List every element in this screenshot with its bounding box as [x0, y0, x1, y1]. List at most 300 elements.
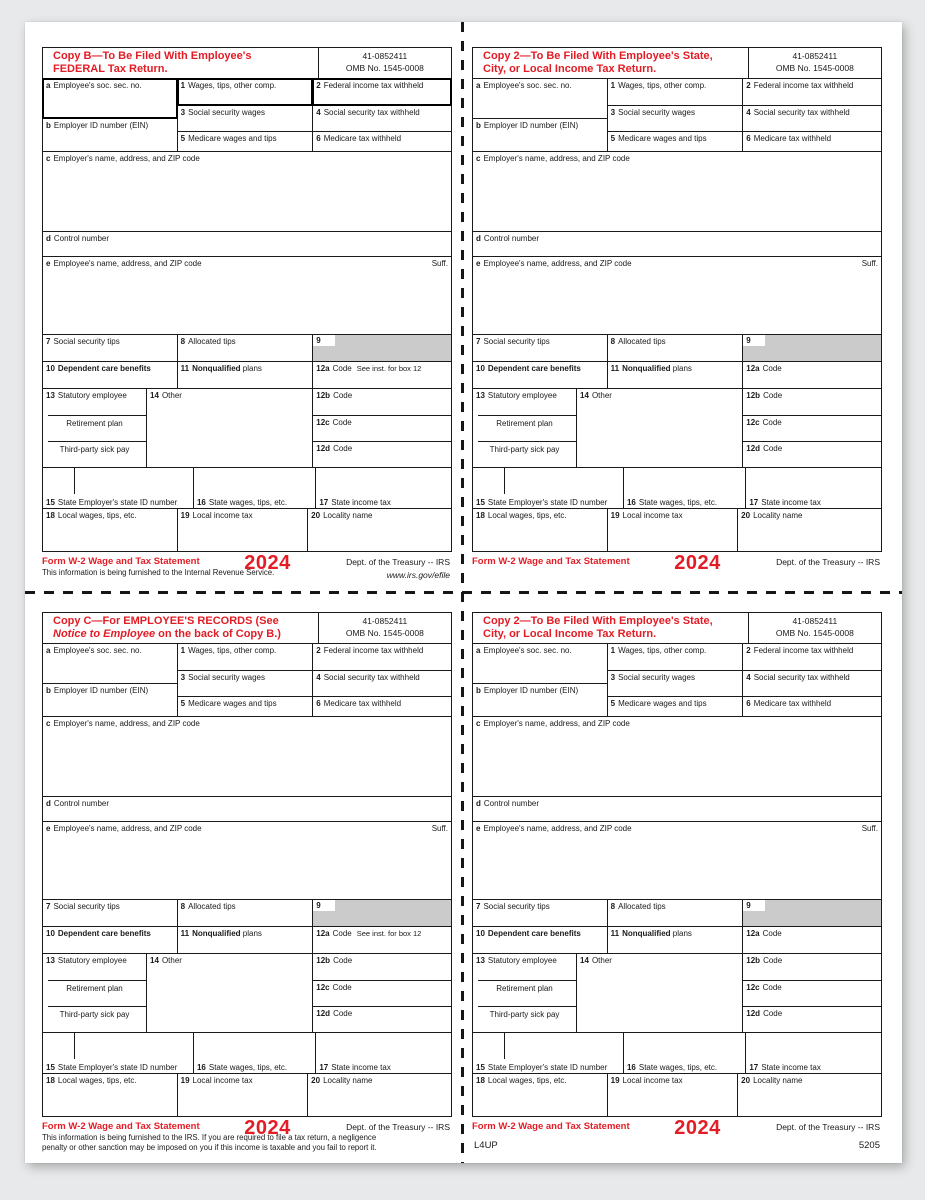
- box-8-label: Allocated tips: [618, 902, 666, 911]
- box-2-label: Federal income tax withheld: [323, 646, 424, 655]
- box-c-employer-address: [43, 151, 451, 231]
- box-12d-number: 12d: [316, 444, 331, 453]
- box-11-label-bold: Nonqualified: [622, 364, 671, 373]
- box-17-label: State income tax: [331, 498, 391, 507]
- box-20-number: 20: [311, 511, 321, 520]
- box-10-label: Dependent care benefits: [57, 364, 151, 373]
- box-16-number: 16: [626, 1063, 636, 1072]
- box-14-label: Other: [591, 391, 612, 400]
- box-13-checkboxes: [473, 954, 577, 1032]
- box-12b-label: Code: [763, 391, 783, 400]
- form-header: [43, 48, 451, 78]
- box-15-label: State Employer's state ID number: [487, 498, 608, 507]
- box-e-employee-address: [473, 821, 881, 899]
- box-10-label: Dependent care benefits: [487, 929, 581, 938]
- box-b-ein: [473, 118, 607, 151]
- box-17-state-income-tax: [746, 468, 881, 508]
- box-13-sickpay-label: Third-party sick pay: [489, 445, 560, 454]
- box-13-statutory-label: Statutory employee: [57, 391, 127, 400]
- box-7-label: Social security tips: [53, 902, 120, 911]
- box-b-ein: [43, 118, 177, 151]
- box-b-label: Employer ID number (EIN): [483, 686, 579, 695]
- copy-title: [43, 613, 318, 643]
- box-15-number: 15: [476, 498, 485, 507]
- box-13-checkboxes: [43, 954, 147, 1032]
- box-19-local-income-tax: [178, 1074, 309, 1116]
- state-divider-line: [504, 468, 505, 494]
- boxes-15-16-17: [473, 467, 881, 508]
- box-6-number: 6: [746, 699, 751, 708]
- column-2-4-6: [742, 79, 881, 151]
- box-20-locality-name: [738, 1074, 881, 1116]
- box-17-label-row: [316, 498, 451, 507]
- box-20-locality-name: [738, 509, 881, 551]
- boxes-15-16-17: [43, 1032, 451, 1073]
- box-19-label: Local income tax: [622, 1076, 683, 1085]
- column-1-3-5: [608, 79, 743, 151]
- box-18-local-wages: [473, 1074, 608, 1116]
- box-10-number: 10: [46, 929, 55, 938]
- box-18-number: 18: [46, 1076, 55, 1085]
- copy-title-line1: Copy 2—To Be Filed With Employee's State,: [483, 50, 713, 62]
- box-14-other: [577, 389, 742, 467]
- boxes-10-11-12a: [473, 926, 881, 953]
- box-18-number: 18: [46, 511, 55, 520]
- box-10-number: 10: [46, 364, 55, 373]
- box-d-number: d: [476, 234, 481, 243]
- box-17-label: State income tax: [761, 498, 821, 507]
- box-18-local-wages: [43, 1074, 178, 1116]
- box-16-number: 16: [196, 498, 206, 507]
- box-12b-number: 12b: [746, 956, 761, 965]
- box-16-state-wages: [194, 468, 316, 508]
- boxes-7-8-9: [43, 899, 451, 926]
- form-header: [43, 613, 451, 643]
- box-1-label: Wages, tips, other comp.: [618, 81, 707, 90]
- box-17-number: 17: [749, 498, 759, 507]
- box-d-control-number: [43, 796, 451, 821]
- box-20-locality-name: [308, 509, 451, 551]
- box-5-label: Medicare wages and tips: [618, 134, 707, 143]
- box-6-medicare-tax: [743, 696, 881, 716]
- box-12b-label: Code: [763, 956, 783, 965]
- box-12a-code: [312, 362, 451, 388]
- box-3-number: 3: [180, 673, 186, 682]
- box-18-label: Local wages, tips, etc.: [487, 1076, 567, 1085]
- copy-title-line1: Copy C—For EMPLOYEE'S RECORDS (See: [53, 615, 279, 627]
- box-5-medicare-wages: [608, 131, 743, 151]
- box-b-number: b: [476, 686, 481, 695]
- box-1-number: 1: [180, 81, 186, 90]
- box-17-number: 17: [319, 498, 329, 507]
- box-1-number: 1: [180, 646, 186, 655]
- box-12d-label: Code: [333, 444, 353, 453]
- box-e-employee-address: [43, 821, 451, 899]
- box-16-number: 16: [626, 498, 636, 507]
- copy-title-line2: on the back of Copy B.): [155, 628, 281, 641]
- box-12c-code: [743, 415, 881, 441]
- box-8-number: 8: [610, 902, 616, 911]
- box-2-fed-tax: [743, 79, 881, 105]
- box-15-number: 15: [46, 1063, 55, 1072]
- box-16-label: State wages, tips, etc.: [638, 498, 718, 507]
- column-1-3-5: [178, 79, 313, 151]
- box-13-checkboxes: [473, 389, 577, 467]
- box-d-label: Control number: [53, 799, 110, 808]
- box-e-number: e: [476, 824, 481, 833]
- box-14-label: Other: [161, 391, 182, 400]
- box-16-label-row: [624, 498, 745, 507]
- box-11-label-rest: plans: [242, 929, 262, 938]
- box-11-nonqualified: [608, 362, 743, 388]
- form-footer: [472, 552, 882, 588]
- box-10-number: 10: [476, 364, 485, 373]
- box-12d-code: [313, 441, 451, 467]
- box-11-number: 11: [610, 364, 620, 373]
- box-3-label: Social security wages: [618, 108, 695, 117]
- footer-right: [776, 556, 880, 569]
- box-15-state-id: [473, 468, 624, 508]
- box-c-number: c: [476, 719, 481, 728]
- box-12c-number: 12c: [746, 983, 760, 992]
- box-18-local-wages: [43, 509, 178, 551]
- box-17-label-row: [746, 498, 881, 507]
- boxes-7-8-9: [43, 334, 451, 361]
- box-19-number: 19: [610, 1076, 620, 1085]
- box-15-state-id: [43, 1033, 194, 1073]
- box-e-employee-address: [43, 256, 451, 334]
- box-c-employer-address: [473, 716, 881, 796]
- box-17-state-income-tax: [746, 1033, 881, 1073]
- box-b-ein: [473, 683, 607, 716]
- box-e-suffix-label: Suff.: [861, 259, 878, 268]
- box-4-ss-tax: [743, 105, 881, 131]
- copy-title: [473, 48, 748, 78]
- box-e-label: Employee's name, address, and ZIP code: [483, 259, 632, 268]
- boxes-15-16-17: [473, 1032, 881, 1073]
- box-2-label: Federal income tax withheld: [753, 81, 854, 90]
- box-20-label: Locality name: [323, 1076, 373, 1085]
- box-15-label: State Employer's state ID number: [57, 1063, 178, 1072]
- footer-right: [346, 1121, 450, 1134]
- divider-line: [478, 441, 576, 442]
- box-c-label: Employer's name, address, and ZIP code: [53, 154, 200, 163]
- column-a-b: [473, 79, 608, 151]
- box-d-label: Control number: [53, 234, 110, 243]
- box-5-medicare-wages: [608, 696, 743, 716]
- box-e-suffix-label: Suff.: [431, 259, 448, 268]
- box-12c-code: [743, 980, 881, 1006]
- box-8-number: 8: [610, 337, 616, 346]
- w2-4up-sheet: [25, 22, 902, 1163]
- box-12b-code: [313, 954, 451, 980]
- box-12a-code: [742, 927, 881, 953]
- box-14-other: [147, 954, 312, 1032]
- form-footer: [472, 1117, 882, 1153]
- box-e-number: e: [46, 824, 51, 833]
- box-13-number: 13: [46, 391, 55, 400]
- box-4-label: Social security tax withheld: [323, 673, 420, 682]
- box-16-state-wages: [624, 1033, 746, 1073]
- box-d-label: Control number: [483, 799, 540, 808]
- box-18-local-wages: [473, 509, 608, 551]
- box-3-ss-wages: [608, 670, 743, 696]
- box-12c-code: [313, 415, 451, 441]
- footer-note-line2: penalty or other sanction may be imposed on you if this income is taxable and you fail to report it.: [42, 1142, 377, 1152]
- box-12c-label: Code: [762, 418, 782, 427]
- box-16-label-row: [194, 498, 315, 507]
- omb-number: OMB No. 1545-0008: [775, 63, 854, 73]
- box-12a-number: 12a: [746, 929, 760, 938]
- box-11-number: 11: [610, 929, 620, 938]
- box-12b-code: [743, 389, 881, 415]
- box-16-label-row: [624, 1063, 745, 1072]
- box-3-label: Social security wages: [618, 673, 695, 682]
- boxes-12b-12c-12d: [742, 389, 881, 467]
- box-1-number: 1: [610, 81, 616, 90]
- box-14-other: [147, 389, 312, 467]
- tax-year: 2024: [244, 552, 291, 574]
- form-code-left: L4UP: [474, 1140, 498, 1151]
- column-1-3-5: [178, 644, 313, 716]
- form-id-number: 41-0852411: [792, 616, 838, 627]
- box-13-statutory-label: Statutory employee: [487, 956, 557, 965]
- box-8-label: Allocated tips: [618, 337, 666, 346]
- box-12a-label: Code: [332, 929, 352, 938]
- box-3-ss-wages: [178, 670, 313, 696]
- box-9-shaded: [742, 335, 881, 361]
- box-3-label: Social security wages: [188, 673, 265, 682]
- box-13-third-party-sick-pay: [43, 441, 146, 467]
- divider-line: [48, 415, 146, 416]
- box-a-number: a: [46, 646, 51, 655]
- boxes-12b-12c-12d: [312, 389, 451, 467]
- boxes-10-11-12a: [473, 361, 881, 388]
- box-b-ein: [43, 683, 177, 716]
- form-id-omb: [318, 48, 451, 78]
- w2-form-copy-2-state-bottom: [472, 612, 882, 1153]
- box-13-retirement-label: Retirement plan: [66, 419, 123, 428]
- box-14-number: 14: [580, 391, 589, 400]
- box-15-label-row: [43, 1063, 193, 1072]
- tax-year: 2024: [244, 1117, 291, 1139]
- box-2-fed-tax: [313, 644, 451, 670]
- w2-form-copy-c-records: [42, 612, 452, 1160]
- box-19-local-income-tax: [608, 1074, 739, 1116]
- box-e-label: Employee's name, address, and ZIP code: [483, 824, 632, 833]
- divider-line: [48, 980, 146, 981]
- box-13-checkboxes: [43, 389, 147, 467]
- box-13-retirement-label: Retirement plan: [496, 984, 553, 993]
- box-12b-code: [313, 389, 451, 415]
- w2-form-border: [42, 612, 452, 1117]
- box-12c-code: [313, 980, 451, 1006]
- omb-number: OMB No. 1545-0008: [345, 628, 424, 638]
- copy-title-italic: Notice to Employee: [53, 628, 156, 641]
- box-19-local-income-tax: [608, 509, 739, 551]
- box-d-control-number: [43, 231, 451, 256]
- box-14-other: [577, 954, 742, 1032]
- box-20-number: 20: [311, 1076, 321, 1085]
- box-e-employee-address: [473, 256, 881, 334]
- box-2-label: Federal income tax withheld: [323, 81, 424, 90]
- box-15-label: State Employer's state ID number: [57, 498, 178, 507]
- box-16-label: State wages, tips, etc.: [638, 1063, 718, 1072]
- box-17-label-row: [316, 1063, 451, 1072]
- box-11-nonqualified: [178, 927, 313, 953]
- box-19-number: 19: [180, 1076, 190, 1085]
- footer-right: [776, 1121, 880, 1134]
- box-20-label: Locality name: [753, 511, 803, 520]
- box-10-dependent-care: [473, 927, 608, 953]
- box-e-label: Employee's name, address, and ZIP code: [53, 824, 202, 833]
- boxes-7-8-9: [473, 334, 881, 361]
- box-13-number: 13: [476, 956, 485, 965]
- boxes-a-to-6: [43, 78, 451, 151]
- box-3-ss-wages: [178, 105, 313, 131]
- box-7-label: Social security tips: [53, 337, 120, 346]
- form-footer: [42, 552, 452, 588]
- box-13-retirement-plan: [473, 980, 576, 1006]
- boxes-13-14-12bcd: [43, 388, 451, 467]
- box-12b-label: Code: [333, 956, 353, 965]
- w2-form-border: [42, 47, 452, 552]
- box-9-shaded: [312, 900, 451, 926]
- box-12b-number: 12b: [316, 391, 331, 400]
- box-6-label: Medicare tax withheld: [753, 699, 832, 708]
- box-4-ss-tax: [743, 670, 881, 696]
- box-1-label: Wages, tips, other comp.: [618, 646, 707, 655]
- box-a-number: a: [476, 646, 481, 655]
- box-12b-number: 12b: [746, 391, 761, 400]
- box-16-state-wages: [624, 468, 746, 508]
- box-b-label: Employer ID number (EIN): [53, 121, 149, 130]
- horizontal-perforation-line: [25, 591, 902, 594]
- box-14-number: 14: [580, 956, 589, 965]
- box-c-number: c: [46, 719, 51, 728]
- boxes-10-11-12a: [43, 361, 451, 388]
- box-c-label: Employer's name, address, and ZIP code: [483, 719, 630, 728]
- box-a-label: Employee's soc. sec. no.: [483, 646, 572, 655]
- box-13-statutory-employee: [43, 389, 146, 415]
- box-e-number: e: [46, 259, 51, 268]
- box-16-number: 16: [196, 1063, 206, 1072]
- box-13-retirement-plan: [43, 980, 146, 1006]
- box-c-number: c: [46, 154, 51, 163]
- box-19-label: Local income tax: [622, 511, 683, 520]
- form-id-number: 41-0852411: [362, 616, 408, 627]
- box-13-sickpay-label: Third-party sick pay: [59, 445, 130, 454]
- box-12d-number: 12d: [746, 444, 761, 453]
- box-a-ssn: [473, 79, 607, 118]
- box-e-suffix-label: Suff.: [431, 824, 448, 833]
- box-a-label: Employee's soc. sec. no.: [483, 81, 572, 90]
- box-a-number: a: [476, 81, 481, 90]
- box-20-number: 20: [741, 1076, 751, 1085]
- box-c-employer-address: [43, 716, 451, 796]
- column-1-3-5: [608, 644, 743, 716]
- box-12d-number: 12d: [746, 1009, 761, 1018]
- box-13-retirement-label: Retirement plan: [66, 984, 123, 993]
- column-2-4-6: [742, 644, 881, 716]
- box-15-label-row: [43, 498, 193, 507]
- box-5-label: Medicare wages and tips: [618, 699, 707, 708]
- box-17-state-income-tax: [316, 1033, 451, 1073]
- boxes-13-14-12bcd: [43, 953, 451, 1032]
- box-a-label: Employee's soc. sec. no.: [53, 81, 142, 90]
- copy-title-line1: Copy B—To Be Filed With Employee's: [53, 50, 252, 62]
- boxes-a-to-6: [43, 643, 451, 716]
- box-5-number: 5: [610, 699, 616, 708]
- box-2-number: 2: [316, 81, 321, 90]
- box-19-label: Local income tax: [192, 511, 253, 520]
- box-9-number: 9: [743, 900, 764, 911]
- box-12d-label: Code: [333, 1009, 353, 1018]
- footer-note-line1: This information is being furnished to the Internal Revenue Service.: [42, 568, 275, 577]
- boxes-13-14-12bcd: [473, 953, 881, 1032]
- box-17-label: State income tax: [331, 1063, 391, 1072]
- box-7-number: 7: [46, 337, 51, 346]
- box-9-number: 9: [313, 900, 334, 911]
- w2-form-copy-2-state-top: [472, 47, 882, 588]
- box-5-number: 5: [180, 134, 186, 143]
- box-c-label: Employer's name, address, and ZIP code: [53, 719, 200, 728]
- box-13-third-party-sick-pay: [473, 1006, 576, 1032]
- box-7-label: Social security tips: [483, 337, 550, 346]
- box-5-medicare-wages: [178, 696, 313, 716]
- box-5-number: 5: [610, 134, 616, 143]
- column-a-b: [43, 79, 178, 151]
- box-20-number: 20: [741, 511, 751, 520]
- box-7-ss-tips: [43, 335, 178, 361]
- omb-number: OMB No. 1545-0008: [775, 628, 854, 638]
- box-14-number: 14: [150, 956, 159, 965]
- form-name-label: Form W-2 Wage and Tax Statement: [472, 556, 630, 567]
- boxes-a-to-6: [473, 643, 881, 716]
- box-17-number: 17: [749, 1063, 759, 1072]
- box-14-label: Other: [161, 956, 182, 965]
- form-id-omb: [748, 613, 881, 643]
- box-12a-note: See inst. for box 12: [356, 364, 422, 373]
- box-4-label: Social security tax withheld: [323, 108, 420, 117]
- box-4-ss-tax: [313, 670, 451, 696]
- state-divider-line: [504, 1033, 505, 1059]
- column-a-b: [43, 644, 178, 716]
- box-13-retirement-label: Retirement plan: [496, 419, 553, 428]
- copy-title-line2: City, or Local Income Tax Return.: [483, 628, 657, 641]
- boxes-a-to-6: [473, 78, 881, 151]
- boxes-15-16-17: [43, 467, 451, 508]
- box-11-label-rest: plans: [242, 364, 262, 373]
- box-12a-number: 12a: [316, 929, 330, 938]
- box-d-control-number: [473, 796, 881, 821]
- box-7-ss-tips: [43, 900, 178, 926]
- box-1-wages: [608, 79, 743, 105]
- box-2-number: 2: [746, 81, 751, 90]
- boxes-18-19-20: [43, 508, 451, 551]
- box-6-medicare-tax: [313, 696, 451, 716]
- box-2-fed-tax: [743, 644, 881, 670]
- column-2-4-6: [312, 79, 451, 151]
- box-b-number: b: [46, 686, 51, 695]
- box-d-control-number: [473, 231, 881, 256]
- box-5-label: Medicare wages and tips: [188, 699, 277, 708]
- form-header: [473, 613, 881, 643]
- tax-year: 2024: [674, 1117, 721, 1139]
- box-4-number: 4: [316, 108, 321, 117]
- box-12b-code: [743, 954, 881, 980]
- box-12a-number: 12a: [316, 364, 330, 373]
